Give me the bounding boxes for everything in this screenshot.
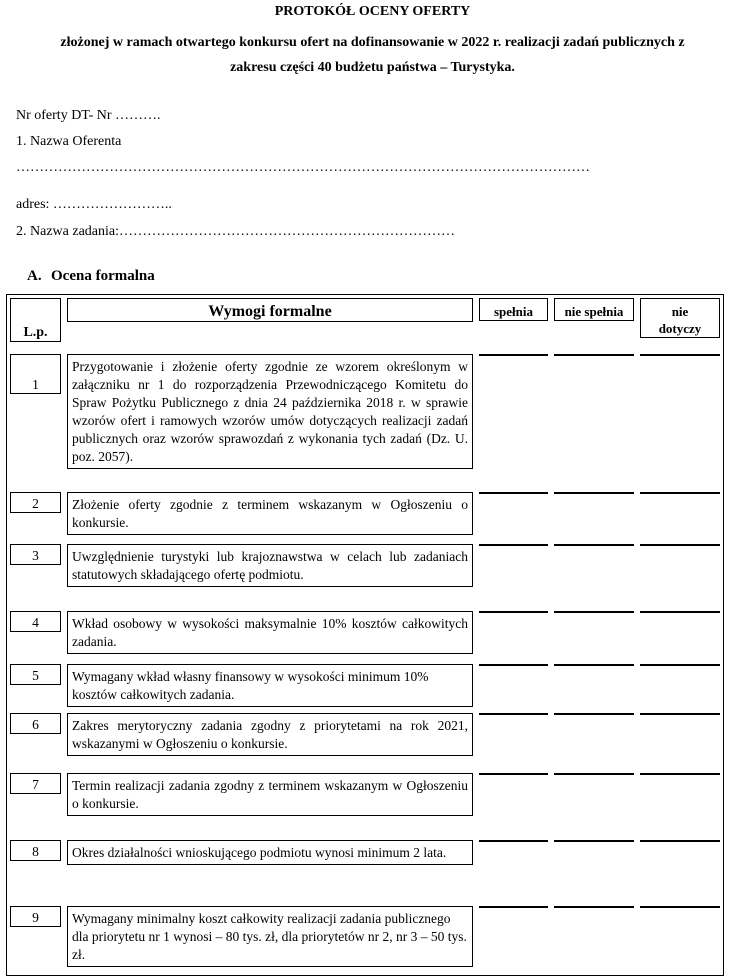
requirement-cell: Wymagany minimalny koszt całkowity realizacji zadania publicznego dla priorytetu nr 1 wynosi – 80 tys. zł, dla priorytetów nr 2, nr 3 – 50 tys. zł. (67, 906, 473, 967)
not-meets-checkbox-cell[interactable] (554, 544, 634, 546)
not-applicable-checkbox-cell[interactable] (640, 664, 720, 666)
table-row (7, 661, 723, 710)
not-meets-checkbox-cell[interactable] (554, 354, 634, 356)
not-meets-checkbox-cell[interactable] (554, 492, 634, 494)
not-applicable-checkbox-cell[interactable] (640, 713, 720, 715)
lp-cell: 7 (10, 773, 61, 794)
header-meets-cell: spełnia (479, 298, 548, 321)
lp-cell: 4 (10, 611, 61, 632)
not-applicable-checkbox-cell[interactable] (640, 492, 720, 494)
requirement-cell: Okres działalności wnioskującego podmiotu wynosi minimum 2 lata. (67, 840, 473, 865)
meets-checkbox-cell[interactable] (479, 544, 548, 546)
meets-checkbox-cell[interactable] (479, 906, 548, 908)
table-row (7, 903, 723, 975)
not-meets-checkbox-cell[interactable] (554, 773, 634, 775)
table-row (7, 351, 723, 489)
applicant-name-label: 1. Nazwa Oferenta (16, 134, 122, 149)
lp-cell: 6 (10, 713, 61, 734)
requirement-cell: Wymagany wkład własny finansowy w wysokości minimum 10% kosztów całkowitych zadania. (67, 664, 473, 707)
lp-cell: 3 (10, 544, 61, 565)
meets-checkbox-cell[interactable] (479, 492, 548, 494)
subtitle-line-2: zakresu części 40 budżetu państwa – Turystyka. (230, 60, 515, 75)
meets-checkbox-cell[interactable] (479, 611, 548, 613)
section-title: Ocena formalna (51, 268, 155, 284)
lp-cell: 9 (10, 906, 61, 927)
requirement-cell: Złożenie oferty zgodnie z terminem wskazanym w Ogłoszeniu o konkursie. (67, 492, 473, 535)
meets-checkbox-cell[interactable] (479, 354, 548, 356)
document-subtitle (10, 30, 735, 80)
meets-checkbox-cell[interactable] (479, 773, 548, 775)
not-meets-checkbox-cell[interactable] (554, 611, 634, 613)
not-meets-checkbox-cell[interactable] (554, 906, 634, 908)
table-header-row (7, 295, 723, 351)
not-applicable-checkbox-cell[interactable] (640, 611, 720, 613)
table-row (7, 489, 723, 541)
meets-checkbox-cell[interactable] (479, 713, 548, 715)
table-row (7, 837, 723, 903)
not-meets-checkbox-cell[interactable] (554, 840, 634, 842)
offer-number-field[interactable]: Nr oferty DT- Nr ………. (16, 108, 161, 123)
formal-assessment-table (6, 294, 724, 976)
lp-cell: 1 (10, 354, 61, 394)
header-na-cell: nie dotyczy (640, 298, 720, 338)
not-applicable-checkbox-cell[interactable] (640, 544, 720, 546)
applicant-name-field[interactable]: …………………………………………………………………………………………………………… (16, 160, 590, 175)
requirement-cell: Przygotowanie i złożenie oferty zgodnie ze wzorem określonym w załączniku nr 1 do rozporządzenia Przewodniczącego Komitetu do Spraw Pożytku Publicznego z dnia 24 października 2018 r. w sprawie wzorów ofert i ramowych wzorów umów dotyczących realizacji zadań publicznych oraz wzorów sprawozdań z wykonania tych zadań (Dz. U. poz. 2057). (67, 354, 473, 469)
requirement-cell: Zakres merytoryczny zadania zgodny z priorytetami na rok 2021, wskazanymi w Ogłoszeniu o konkursie. (67, 713, 473, 756)
not-meets-checkbox-cell[interactable] (554, 664, 634, 666)
document-title: PROTOKÓŁ OCENY OFERTY (274, 4, 471, 19)
requirement-cell: Termin realizacji zadania zgodny z terminem wskazanym w Ogłoszeniu o konkursie. (67, 773, 473, 816)
lp-cell: 2 (10, 492, 61, 513)
header-lp-cell: L.p. (10, 298, 61, 342)
not-meets-checkbox-cell[interactable] (554, 713, 634, 715)
not-applicable-checkbox-cell[interactable] (640, 906, 720, 908)
header-not-meets-cell: nie spełnia (554, 298, 634, 321)
requirement-cell: Wkład osobowy w wysokości maksymalnie 10% kosztów całkowitych zadania. (67, 611, 473, 654)
section-letter: A. (27, 268, 42, 284)
table-row (7, 608, 723, 661)
subtitle-line-1: złożonej w ramach otwartego konkursu ofert na dofinansowanie w 2022 r. realizacji zadań publicznych z (60, 35, 685, 50)
lp-cell: 5 (10, 664, 61, 685)
task-name-field[interactable]: 2. Nazwa zadania:……………………………………………………………… (16, 224, 455, 239)
not-applicable-checkbox-cell[interactable] (640, 773, 720, 775)
not-applicable-checkbox-cell[interactable] (640, 354, 720, 356)
not-applicable-checkbox-cell[interactable] (640, 840, 720, 842)
table-row (7, 710, 723, 770)
meets-checkbox-cell[interactable] (479, 664, 548, 666)
lp-cell: 8 (10, 840, 61, 861)
table-row (7, 770, 723, 837)
table-row (7, 541, 723, 608)
header-requirements-cell: Wymogi formalne (67, 298, 473, 322)
requirement-cell: Uwzględnienie turystyki lub krajoznawstwa w celach lub zadaniach statutowych składającego ofertę podmiotu. (67, 544, 473, 587)
meets-checkbox-cell[interactable] (479, 840, 548, 842)
address-field[interactable]: adres: …………………….. (16, 197, 172, 212)
section-heading (27, 268, 155, 285)
